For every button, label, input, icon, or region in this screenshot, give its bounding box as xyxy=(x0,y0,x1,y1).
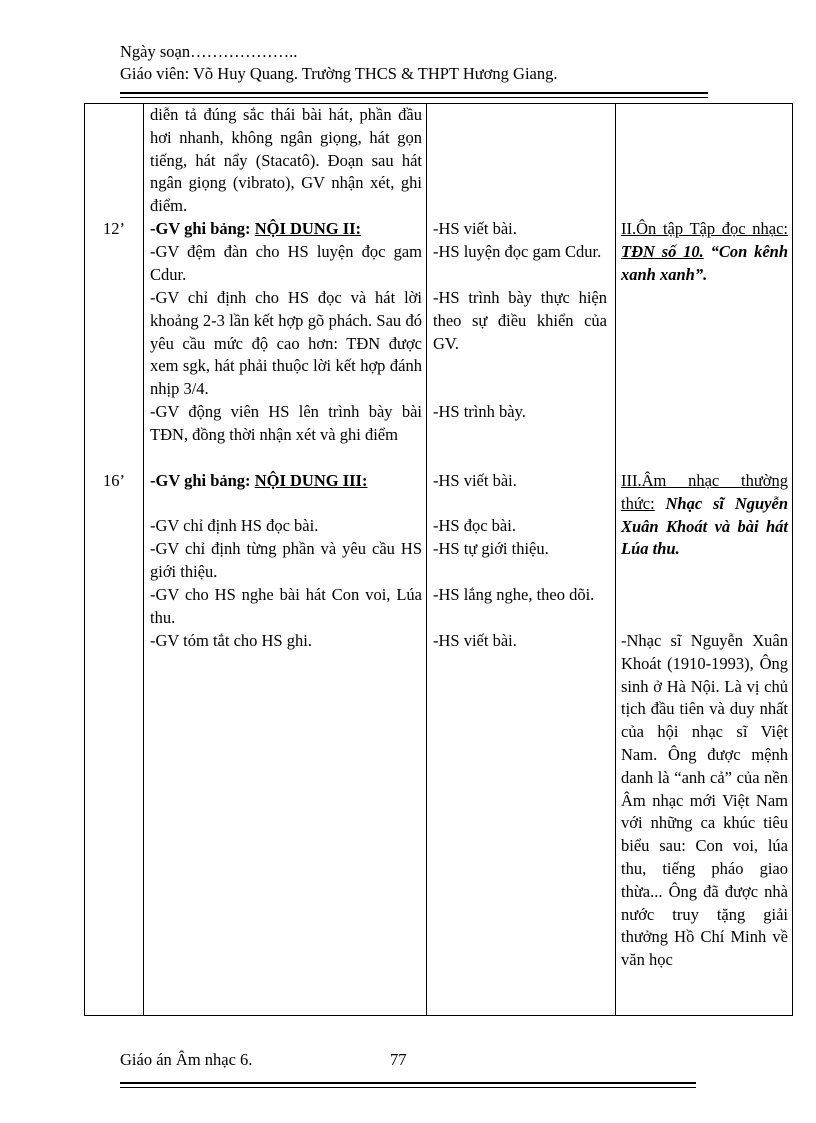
section-3-title: NỘI DUNG III: xyxy=(254,471,368,490)
section-2-heading xyxy=(150,218,422,241)
footer-rule-thick xyxy=(120,1082,696,1084)
time-cell: 12’ xyxy=(103,219,125,238)
page-number: 77 xyxy=(390,1050,407,1069)
student-item: -HS lắng nghe, theo dõi. xyxy=(433,585,595,604)
section-3-content xyxy=(621,470,788,561)
teacher-line: Giáo viên: Võ Huy Quang. Trường THCS & THPT Hương Giang. xyxy=(120,64,558,83)
footer-rule-thin xyxy=(120,1087,696,1088)
section-2-content xyxy=(621,218,788,286)
student-item: -HS luyện đọc gam Cdur. xyxy=(433,242,602,261)
section-2-title: NỘI DUNG II: xyxy=(254,219,362,238)
teacher-item: -GV động viên HS lên trình bày bài TĐN, đồng thời nhận xét và ghi điểm xyxy=(150,402,422,444)
column-divider xyxy=(143,104,144,1015)
section-2-prefix: -GV ghi bảng: xyxy=(150,219,255,238)
student-item: -HS viết bài. xyxy=(433,219,517,238)
section-3-heading xyxy=(150,470,422,493)
teacher-item: -GV chỉ định HS đọc bài. xyxy=(150,516,319,535)
composer-bio: -Nhạc sĩ Nguyễn Xuân Khoát (1910-1993), Ông sinh ở Hà Nội. Là vị chủ tịch đầu tiên và duy nhất của hội nhạc sĩ Việt Nam. Ông được mệnh danh là “anh cả” của nền Âm nhạc mới Việt Nam với những ca khúc tiêu biểu sau: Con voi, lúa thu, tiếng pháo giao thừa... Ông đã được nhà nước truy tặng giải thưởng Hồ Chí Minh về văn học xyxy=(621,631,788,970)
header-rule-thin xyxy=(120,97,708,98)
teacher-item: -GV đệm đàn cho HS luyện đọc gam Cdur. xyxy=(150,242,422,284)
column-divider xyxy=(426,104,427,1015)
section-2-song-title: “Con kênh xanh xanh”. xyxy=(621,241,788,284)
column-divider xyxy=(615,104,616,1015)
header-rule-thick xyxy=(120,92,708,94)
date-line: Ngày soạn……………….. xyxy=(120,42,298,61)
lesson-table xyxy=(84,103,793,1016)
student-item: -HS trình bày. xyxy=(433,402,526,421)
teacher-item: -GV chỉ định cho HS đọc và hát lời khoảng 2-3 lần kết hợp gõ phách. Sau đó yêu cầu mức độ cao hơn: TĐN được xem sgk, hát phải thuộc lời kết hợp đánh nhịp 3/4. xyxy=(150,288,422,399)
teacher-item: -GV cho HS nghe bài hát Con voi, Lúa thu. xyxy=(150,585,422,627)
student-item: -HS viết bài. xyxy=(433,631,517,650)
section-3-topic: Nhạc sĩ Nguyễn Xuân Khoát và bài hát Lúa thu. xyxy=(621,493,788,559)
section-2-song-number: TĐN số 10. xyxy=(621,241,704,261)
section-2-label: II.Ôn tập Tập đọc nhạc: xyxy=(621,219,788,238)
teacher-item: -GV tóm tắt cho HS ghi. xyxy=(150,631,312,650)
footer-title: Giáo án Âm nhạc 6. xyxy=(120,1050,253,1069)
student-item: -HS viết bài. xyxy=(433,471,517,490)
section-3-prefix: -GV ghi bảng: xyxy=(150,471,255,490)
student-item: -HS tự giới thiệu. xyxy=(433,539,549,558)
section-3-label: III.Âm nhạc thường thức: xyxy=(621,471,788,513)
student-item: -HS trình bày thực hiện theo sự điều khiển của GV. xyxy=(433,288,607,353)
intro-paragraph: diễn tả đúng sắc thái bài hát, phần đầu hơi nhanh, không ngân giọng, hát gọn tiếng, hát nẩy (Stacatô). Đoạn sau hát ngân giọng (vibrato), GV nhận xét, ghi điểm. xyxy=(150,105,422,216)
time-cell: 16’ xyxy=(103,471,125,490)
student-item: -HS đọc bài. xyxy=(433,516,516,535)
teacher-item: -GV chỉ định từng phần và yêu cầu HS giới thiệu. xyxy=(150,539,422,581)
